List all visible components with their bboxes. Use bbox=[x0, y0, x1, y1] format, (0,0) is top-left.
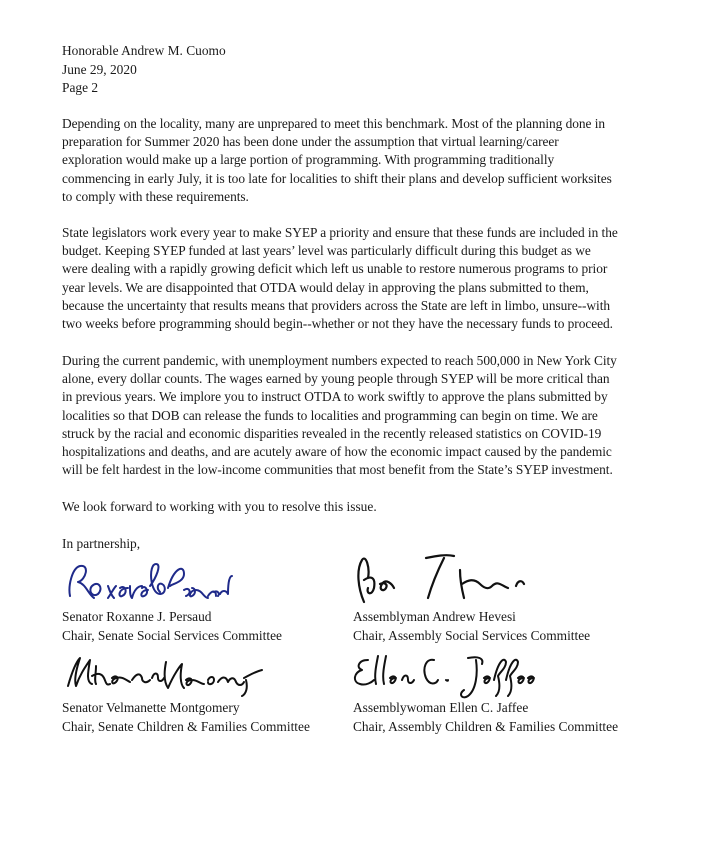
paragraph-line: Depending on the locality, many are unprepared to meet this benchmark. Most of the planning done in bbox=[62, 116, 606, 131]
paragraph-line: will be felt hardest in the low-income communities that most benefit from the State’s SYEP investment. bbox=[62, 462, 613, 478]
paragraph-line: year levels. We are disappointed that OTDA would delay in approving the plans submitted to them, bbox=[62, 279, 589, 295]
signature-montgomery bbox=[62, 652, 272, 698]
signatory-title: Chair, Assembly Children & Families Committee bbox=[353, 719, 619, 734]
signatory-title: Chair, Senate Social Services Committee bbox=[62, 628, 282, 643]
closing-sentence: We look forward to working with you to resolve this issue. bbox=[62, 499, 377, 514]
page-number: Page 2 bbox=[62, 80, 99, 95]
signatory-name: Senator Roxanne J. Persaud bbox=[62, 609, 212, 624]
paragraph-2 bbox=[62, 224, 652, 333]
paragraph-line: State legislators work every year to make SYEP a priority and ensure that these funds are included in the bbox=[62, 225, 618, 240]
signatory-title: Chair, Senate Children & Families Committee bbox=[62, 719, 310, 734]
paragraph-line: alone, every dollar counts. The wages earned by young people through SYEP will be more critical than bbox=[62, 371, 610, 387]
signatory-name: Senator Velmanette Montgomery bbox=[62, 700, 240, 715]
signatory-jaffee bbox=[353, 698, 618, 736]
paragraph-line: preparation for Summer 2020 has been done under the assumption that virtual learning/career bbox=[62, 134, 559, 150]
paragraph-line: were dealing with a rapidly growing deficit which left us unable to restore numerous programs to prior bbox=[62, 261, 608, 277]
paragraph-line: localities so that DOB can release the funds to localities and programming can begin on time. We are bbox=[62, 407, 598, 423]
date-line: June 29, 2020 bbox=[62, 61, 137, 77]
paragraph-line: exploration would make up a large portion of programming. With programming traditionally bbox=[62, 152, 555, 168]
signatory-persaud bbox=[62, 607, 282, 645]
signatory-name: Assemblywoman Ellen C. Jaffee bbox=[353, 700, 529, 715]
signatory-name: Assemblyman Andrew Hevesi bbox=[353, 609, 516, 624]
paragraph-1 bbox=[62, 115, 652, 206]
paragraph-3 bbox=[62, 352, 652, 479]
signatory-montgomery bbox=[62, 698, 310, 736]
signature-persaud bbox=[64, 556, 234, 606]
paragraph-line: in previous years. We implore you to instruct OTDA to work swiftly to approve the plans submitted by bbox=[62, 389, 608, 405]
paragraph-line: to comply with these requirements. bbox=[62, 188, 249, 204]
recipient-line: Honorable Andrew M. Cuomo bbox=[62, 43, 226, 58]
paragraph-line: During the current pandemic, with unemployment numbers expected to reach 500,000 in New York City bbox=[62, 353, 617, 368]
paragraph-line: hospitalizations and deaths, and are acutely aware of how the economic impact caused by the pandemic bbox=[62, 444, 612, 460]
paragraph-line: because the uncertainty that results means that providers across the State are left in limbo, unsure--with bbox=[62, 297, 611, 313]
paragraph-line: commencing in early July, it is too late for localities to shift their plans and develop sufficient worksites bbox=[62, 170, 612, 186]
paragraph-line: budget. Keeping SYEP funded at last years’ level was particularly difficult during this budget as we bbox=[62, 243, 591, 259]
signature-hevesi bbox=[350, 548, 530, 608]
sign-off: In partnership, bbox=[62, 536, 141, 551]
paragraph-line: two weeks before programming should begin--whether or not they have the necessary funds to proceed. bbox=[62, 316, 613, 332]
paragraph-line: struck by the racial and economic disparities revealed in the recently released statistics on COVID-19 bbox=[62, 425, 602, 441]
signatory-hevesi bbox=[353, 607, 590, 645]
signature-jaffee bbox=[350, 650, 540, 702]
letter-header bbox=[62, 42, 226, 98]
signatory-title: Chair, Assembly Social Services Committee bbox=[353, 628, 591, 643]
